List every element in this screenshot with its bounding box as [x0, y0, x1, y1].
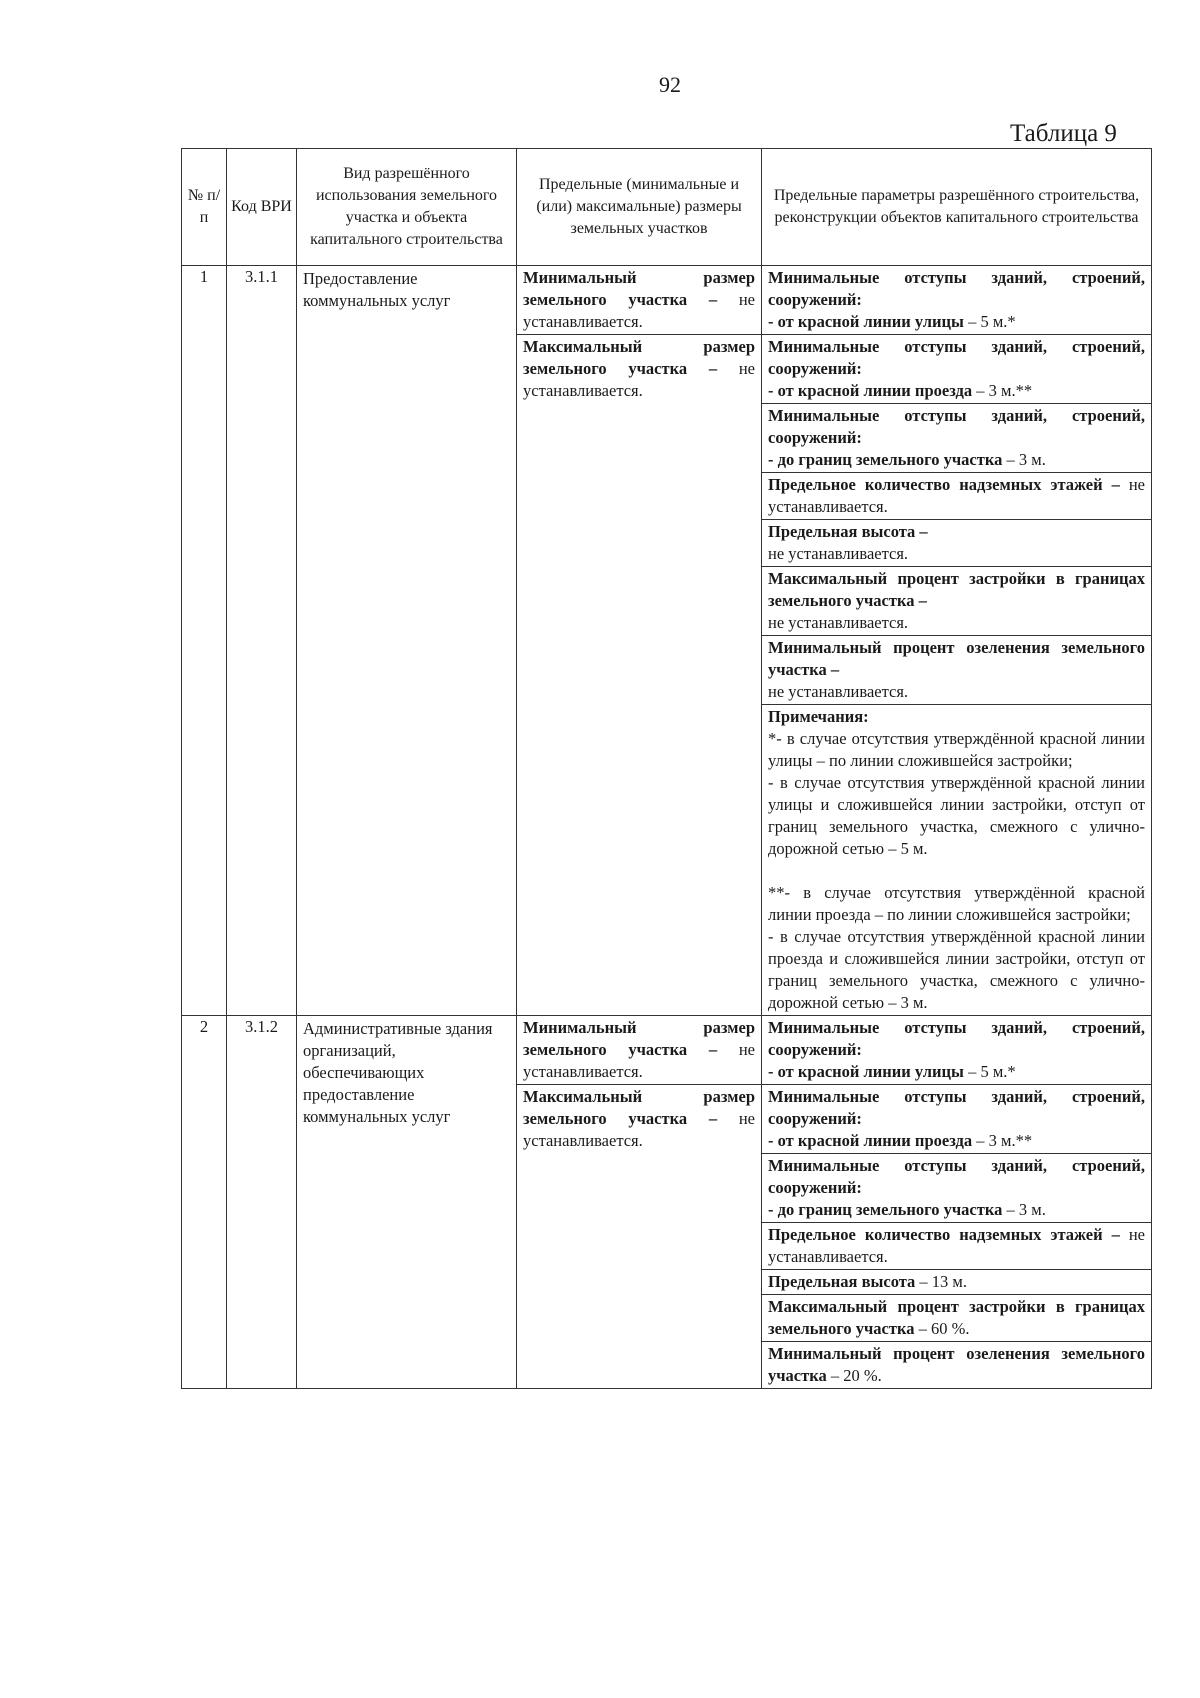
plot-max-size	[517, 334, 761, 403]
row-params	[762, 1016, 1152, 1389]
param-floors	[762, 1222, 1151, 1269]
header-params: Предельные параметры разрешённого строительства, реконструкции объектов капитального строительства	[762, 149, 1152, 266]
param-floors	[762, 472, 1151, 519]
param-label: Минимальные отступы зданий, строений, сооружений:	[768, 1018, 1145, 1059]
param-max-coverage	[762, 566, 1151, 635]
param-label: Минимальный процент озеленения земельного участка	[768, 1344, 1145, 1385]
param-label: Предельное количество надземных этажей –	[768, 1225, 1120, 1244]
plot-max-value: не устанавливается.	[523, 359, 755, 400]
row-code: 3.1.2	[227, 1016, 297, 1389]
param-min-greenery	[762, 635, 1151, 704]
row-params	[762, 266, 1152, 1016]
note-driveway-1: **- в случае отсутствия утверждённой красной линии проезда – по линии сложившейся застройки;	[768, 883, 1145, 924]
param-value: – 5 м.*	[963, 312, 1016, 331]
param-label: Минимальные отступы зданий, строений, сооружений:	[768, 406, 1145, 447]
param-setback-boundary	[762, 403, 1151, 472]
param-sublabel: - от красной линии улицы	[768, 312, 964, 331]
table-header-row	[182, 149, 1152, 266]
row-code: 3.1.1	[227, 266, 297, 1016]
param-sublabel: - от красной линии проезда	[768, 1131, 973, 1150]
param-setback-boundary	[762, 1153, 1151, 1222]
row-use-type: Административные здания организаций, обеспечивающих предоставление коммунальных услуг	[297, 1016, 517, 1389]
plot-min-label: Минимальный размер земельного участка –	[523, 268, 755, 309]
param-value: – 3 м.**	[972, 1131, 1033, 1150]
regulations-table	[181, 148, 1152, 1389]
param-label: Максимальный процент застройки в границах земельного участка –	[768, 569, 1145, 610]
param-label: Максимальный процент застройки в границах земельного участка	[768, 1297, 1145, 1338]
plot-max-label: Максимальный размер земельного участка –	[523, 1087, 755, 1128]
header-plot-size: Предельные (минимальные и (или) максимальные) размеры земельных участков	[517, 149, 762, 266]
plot-min-value: не устанавливается.	[523, 1040, 755, 1081]
param-value: – 5 м.*	[963, 1062, 1016, 1081]
param-value: – 3 м.**	[972, 381, 1033, 400]
table-caption: Таблица 9	[1010, 120, 1117, 147]
row-number: 2	[182, 1016, 227, 1389]
row-plot-size	[517, 266, 762, 1016]
row-number: 1	[182, 266, 227, 1016]
page-number: 92	[659, 72, 681, 97]
param-label: Минимальные отступы зданий, строений, сооружений:	[768, 1156, 1145, 1197]
param-value: не устанавливается.	[768, 544, 909, 563]
param-value: не устанавливается.	[768, 613, 909, 632]
param-label: Минимальные отступы зданий, строений, сооружений:	[768, 337, 1145, 378]
note-driveway-2: - в случае отсутствия утверждённой красной линии проезда и сложившейся линии застройки, отступ от границ земельного участка, смежного с улично-дорожной сетью – 3 м.	[768, 927, 1145, 1012]
notes-block	[762, 704, 1151, 1015]
param-min-greenery	[762, 1341, 1151, 1388]
row-use-type: Предоставление коммунальных услуг	[297, 266, 517, 1016]
param-setback-driveway	[762, 334, 1151, 403]
param-value: – 20 %.	[826, 1366, 882, 1385]
param-label: Предельная высота –	[768, 522, 928, 541]
param-max-coverage	[762, 1294, 1151, 1341]
param-setback-street	[762, 1016, 1151, 1084]
param-value: – 60 %.	[914, 1319, 970, 1338]
param-label: Минимальные отступы зданий, строений, сооружений:	[768, 268, 1145, 309]
param-label: Предельное количество надземных этажей –	[768, 475, 1120, 494]
param-setback-driveway	[762, 1084, 1151, 1153]
param-height	[762, 1269, 1151, 1294]
plot-max-value: не устанавливается.	[523, 1109, 755, 1150]
header-use-type: Вид разрешённого использования земельного участка и объекта капитального строительства	[297, 149, 517, 266]
param-sublabel: - от красной линии улицы	[768, 1062, 964, 1081]
param-value: не устанавливается.	[768, 475, 1145, 516]
param-value: – 3 м.	[1002, 1200, 1046, 1219]
param-value: – 13 м.	[915, 1272, 967, 1291]
param-value: – 3 м.	[1002, 450, 1046, 469]
plot-min-value: не устанавливается.	[523, 290, 755, 331]
plot-min-size	[517, 1016, 761, 1084]
param-sublabel: - от красной линии проезда	[768, 381, 973, 400]
header-code: Код ВРИ	[227, 149, 297, 266]
param-label: Предельная высота	[768, 1272, 916, 1291]
param-label: Минимальные отступы зданий, строений, сооружений:	[768, 1087, 1145, 1128]
table-row	[182, 266, 1152, 1016]
param-value: не устанавливается.	[768, 682, 909, 701]
notes-title: Примечания:	[768, 707, 869, 726]
plot-min-size	[517, 266, 761, 334]
param-sublabel: - до границ земельного участка	[768, 1200, 1003, 1219]
header-num: № п/п	[182, 149, 227, 266]
plot-max-size	[517, 1084, 761, 1153]
param-height	[762, 519, 1151, 566]
param-label: Минимальный процент озеленения земельного участка –	[768, 638, 1145, 679]
note-street-1: *- в случае отсутствия утверждённой красной линии улицы – по линии сложившейся застройки;	[768, 729, 1145, 770]
plot-min-label: Минимальный размер земельного участка –	[523, 1018, 755, 1059]
param-sublabel: - до границ земельного участка	[768, 450, 1003, 469]
param-setback-street	[762, 266, 1151, 334]
table-row	[182, 1016, 1152, 1389]
param-value: не устанавливается.	[768, 1225, 1145, 1266]
row-plot-size	[517, 1016, 762, 1389]
note-street-2: - в случае отсутствия утверждённой красной линии улицы и сложившейся линии застройки, отступ от границ земельного участка, смежного с улично-дорожной сетью – 5 м.	[768, 773, 1145, 858]
plot-max-label: Максимальный размер земельного участка –	[523, 337, 755, 378]
